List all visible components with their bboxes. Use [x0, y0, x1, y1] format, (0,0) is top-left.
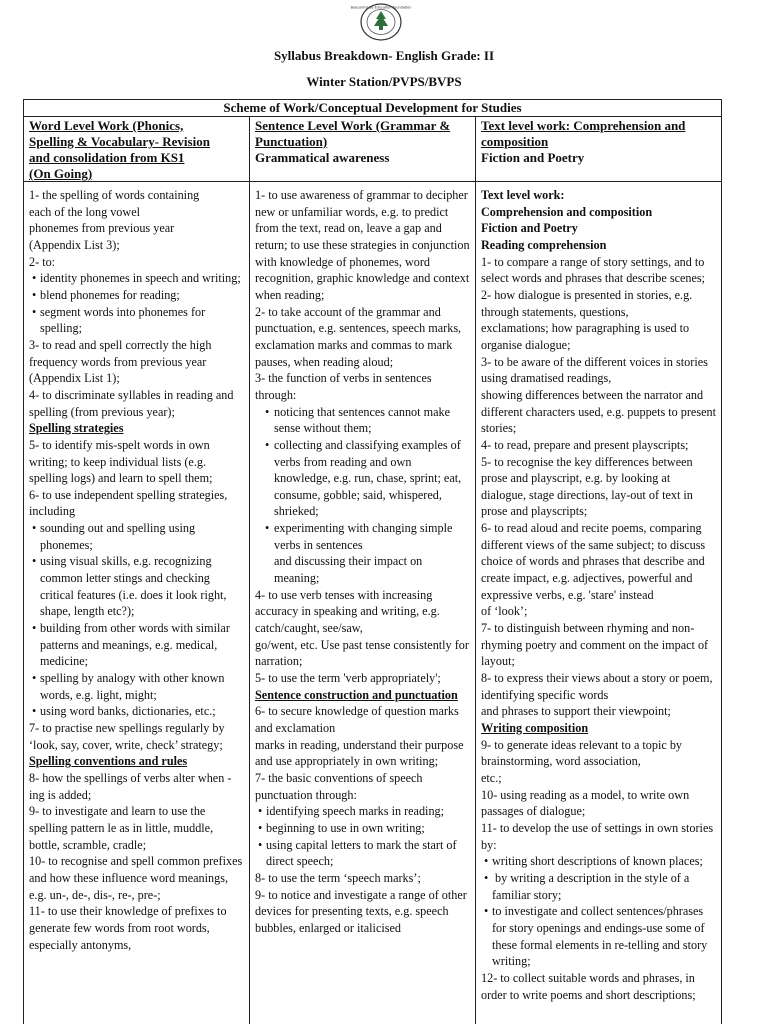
- header-line: Spelling & Vocabulary- Revision: [29, 134, 210, 149]
- content-line: 11- to use their knowledge of prefixes to generate few words from root words, especially antonyms,: [29, 904, 227, 952]
- content-line: 1- to compare a range of story settings, and to select words and phrases that describe scenes;: [481, 254, 706, 286]
- content-line: 2- to take account of the grammar and punctuation, e.g. sentences, speech marks, exclamation marks and commas to mark pauses, when reading aloud;: [255, 304, 462, 369]
- column-headers: [24, 117, 721, 182]
- content-line: phonemes from previous year: [29, 221, 175, 236]
- bullet-item: • building from other words with similar patterns and meanings, e.g. medical, medicine;: [29, 620, 244, 670]
- content-line: 6- to read aloud and recite poems, comparing different views of the same subject; to discuss choice of words and phrases that describe and create impact, e.g. adjectives, powerful and expressive verbs, e.g. 'stare' instead: [481, 521, 706, 602]
- content-line: 2- how dialogue is presented in stories, e.g. through statements, questions,: [481, 287, 693, 319]
- bullet-item: • to investigate and collect sentences/phrases for story openings and endings-use some of these formal elements in re-telling and story writing;: [481, 903, 716, 970]
- header-line: Fiction and Poetry: [481, 150, 585, 165]
- bullet-item: • using visual skills, e.g. recognizing common letter stings and checking critical features (i.e. does it look right, shape, length etc?);: [29, 553, 244, 620]
- content-line: 7- to distinguish between rhyming and non-rhyming poetry and comment on the impact of layout;: [481, 621, 709, 669]
- content-line: of ‘look’;: [481, 604, 528, 619]
- bullet-item: • spelling by analogy with other known words, e.g. light, might;: [29, 670, 244, 703]
- bullet-item: • identity phonemes in speech and writing;: [29, 270, 244, 287]
- content-line: and phrases to support their viewpoint;: [481, 704, 671, 719]
- bullet-item: • identifying speech marks in reading;: [255, 803, 470, 820]
- content-line: go/went, etc. Use past tense consistently for narration;: [255, 637, 469, 669]
- content-line: 12- to collect suitable words and phrases, in order to write poems and short descriptions;: [481, 970, 696, 1002]
- content-line: 7- to practise new spellings regularly by ‘look, say, cover, write, check’ strategy;: [29, 721, 225, 752]
- content-line: 9- to generate ideas relevant to a topic by brainstorming, word association,: [481, 737, 683, 769]
- content-line: exclamations; how paragraphing is used to organise dialogue;: [481, 321, 690, 352]
- svg-text:Beaconhouse Education Foundati: Beaconhouse Education Foundation: [350, 5, 412, 10]
- bullet-item: • sounding out and spelling using phonemes;: [29, 520, 244, 553]
- section-heading: Reading comprehension: [481, 237, 607, 252]
- content-line: 10- using reading as a model, to write own passages of dialogue;: [481, 787, 690, 819]
- document-subtitle: Winter Station/PVPS/BVPS: [306, 74, 462, 89]
- section-heading: Spelling conventions and rules: [29, 754, 188, 769]
- header-line: composition: [481, 134, 549, 149]
- sentence-level-content: [250, 182, 476, 1024]
- content-line: 9- to notice and investigate a range of other devices for presenting texts, e.g. speech bubbles, enlarged or italicised: [255, 887, 467, 935]
- content-line: 1- to use awareness of grammar to decipher new or unfamiliar words, e.g. to predict from the text, read on, leave a gap and return; to use these strategies in conjunction with knowledge of phonemes, word recognition, graphic knowledge and context when reading;: [255, 188, 470, 302]
- header-line: Sentence Level Work (Grammar &: [255, 118, 451, 133]
- content-line: 4- to discriminate syllables in reading and spelling (from previous year);: [29, 387, 234, 419]
- content-line: 8- how the spellings of verbs alter when -ing is added;: [29, 770, 232, 802]
- content-line: 5- to identify mis-spelt words in own writing; to keep individual lists (e.g. spelling logs) and learn to spell them;: [29, 437, 213, 486]
- section-heading: Comprehension and composition: [481, 204, 653, 219]
- section-heading: Fiction and Poetry: [481, 221, 578, 236]
- document-title: Syllabus Breakdown- English Grade: II: [273, 48, 495, 63]
- header-line: Grammatical awareness: [255, 150, 390, 165]
- content-line: 11- to develop the use of settings in own stories by:: [481, 820, 714, 852]
- foundation-logo: [350, 2, 412, 42]
- content-line: 3- to be aware of the different voices in stories using dramatised readings,: [481, 354, 708, 386]
- content-line: 9- to investigate and learn to use the spelling pattern le as in little, muddle, bottle, scramble, cradle;: [29, 804, 214, 852]
- content-line: 8- to express their views about a story or poem, identifying specific words: [481, 671, 713, 702]
- content-row: [24, 182, 721, 1024]
- content-line: 5- to recognise the key differences between prose and playscript, e.g. by looking at dialogue, stage directions, lay-out of text in prose and playscripts;: [481, 454, 693, 519]
- content-line: 6- to use independent spelling strategies, including: [29, 487, 228, 519]
- content-line: (Appendix List 3);: [29, 237, 120, 252]
- header-line: Punctuation): [255, 134, 328, 149]
- content-line: 3- to read and spell correctly the high frequency words from previous year (Appendix List 1);: [29, 337, 212, 386]
- bullet-item: • noticing that sentences cannot make sense without them;: [255, 404, 470, 437]
- bullet-item: • experimenting with changing simple verbs in sentences: [255, 520, 470, 553]
- table-caption: Scheme of Work/Conceptual Development for Studies: [24, 100, 721, 117]
- content-line: marks in reading, understand their purpose and use appropriately in own writing;: [255, 737, 464, 769]
- content-line: 2- to:: [29, 254, 56, 269]
- header-line: Word Level Work (Phonics,: [29, 118, 184, 133]
- header-line: (On Going): [29, 166, 93, 181]
- bullet-item: • blend phonemes for reading;: [29, 287, 244, 304]
- content-line: 3- the function of verbs in sentences through:: [255, 371, 432, 402]
- text-level-content: [476, 182, 721, 1024]
- bullet-continuation: and discussing their impact on meaning;: [274, 554, 423, 586]
- content-line: 5- to use the term 'verb appropriately';: [255, 671, 441, 686]
- header-line: and consolidation from KS1: [29, 150, 185, 165]
- bullet-item: • by writing a description in the style of a familiar story;: [481, 870, 716, 903]
- content-line: 6- to secure knowledge of question marks and exclamation: [255, 704, 459, 735]
- bullet-item: • segment words into phonemes for spelling;: [29, 304, 244, 337]
- bullet-item: • using capital letters to mark the start of direct speech;: [255, 837, 470, 870]
- bullet-item: • collecting and classifying examples of verbs from reading and own knowledge, e.g. run, chase, sprint; eat, consume, gobble; said, whispered, shrieked;: [255, 437, 470, 520]
- bullet-item: • writing short descriptions of known places;: [481, 853, 716, 870]
- content-line: 10- to recognise and spell common prefixes and how these influence word meanings, e.g. un-, de-, dis-, re-, pre-;: [29, 854, 243, 902]
- content-line: 7- the basic conventions of speech punctuation through:: [255, 770, 423, 802]
- column-header-text-level: [476, 117, 721, 181]
- content-line: showing differences between the narrator and different characters used, e.g. puppets to present stories;: [481, 387, 716, 436]
- bullet-item: • using word banks, dictionaries, etc.;: [29, 703, 244, 720]
- bullet-item: • beginning to use in own writing;: [255, 820, 470, 837]
- header-line: Text level work: Comprehension and: [481, 118, 686, 133]
- content-line: 1- the spelling of words containing: [29, 188, 200, 202]
- section-heading: Text level work:: [481, 188, 565, 202]
- content-line: 4- to read, prepare and present playscripts;: [481, 437, 689, 452]
- section-heading: Writing composition: [481, 721, 589, 735]
- content-line: each of the long vowel: [29, 204, 141, 219]
- column-header-sentence-level: [250, 117, 476, 181]
- section-heading: Sentence construction and punctuation: [255, 687, 458, 702]
- scheme-of-work-table: [23, 99, 722, 1024]
- section-heading: Spelling strategies: [29, 421, 124, 436]
- word-level-content: [24, 182, 250, 1024]
- content-line: etc.;: [481, 770, 502, 785]
- content-line: 4- to use verb tenses with increasing accuracy in speaking and writing, e.g. catch/caught, see/saw,: [255, 587, 440, 636]
- column-header-word-level: [24, 117, 250, 181]
- content-line: 8- to use the term ‘speech marks’;: [255, 870, 421, 885]
